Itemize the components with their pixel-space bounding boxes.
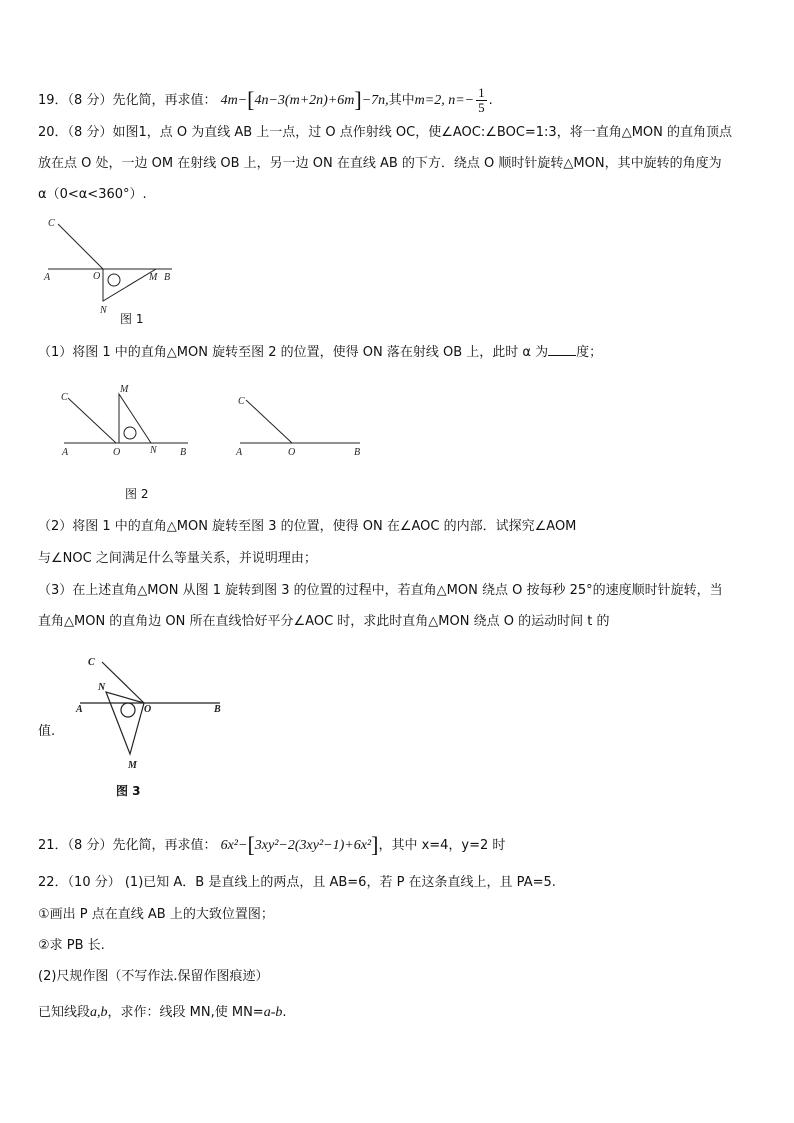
fig3-label-o: O bbox=[144, 704, 152, 715]
fig2r-label-a: A bbox=[236, 447, 243, 458]
q19-expr-c: −7n, bbox=[361, 93, 389, 108]
q20-sub3-line1: （3）在上述直角△MON 从图 1 旋转到图 3 的位置的过程中，若直角△MON 绕点 O 按每秒 25°的速度顺时针旋转，当 bbox=[38, 583, 723, 598]
q22-line5-a: 已知线段 bbox=[38, 1005, 91, 1020]
q21-bracket-left: [ bbox=[247, 832, 255, 857]
fig1-caption: 图 1 bbox=[120, 312, 144, 326]
q19-prefix: 19．（8 分）先化简，再求值： bbox=[38, 93, 217, 108]
fig2-label-a: A bbox=[62, 447, 69, 458]
fig2-caption: 图 2 bbox=[125, 487, 149, 501]
q19-bracket-right: ] bbox=[354, 87, 362, 112]
q22-line5-b: ，求作：线段 MN,使 MN= bbox=[107, 1005, 264, 1020]
q19-line bbox=[38, 86, 493, 115]
fig2-ray-oc bbox=[68, 398, 116, 443]
q21-expr-a: 6x²− bbox=[220, 838, 248, 853]
q21-cond: ，其中 x=4，y=2 时 bbox=[378, 838, 506, 853]
q19-bracket-left: [ bbox=[247, 87, 255, 112]
fig3-label-a: A bbox=[76, 704, 83, 715]
figure-3 bbox=[72, 650, 232, 772]
fig3-triangle-mon bbox=[106, 692, 144, 754]
fig2r-label-c: C bbox=[238, 396, 245, 407]
fig2r-label-b: B bbox=[354, 447, 361, 458]
q22-line5-vars: a,b bbox=[90, 1005, 108, 1020]
q19-frac-den: 5 bbox=[478, 100, 485, 115]
q19-frac-num: 1 bbox=[478, 85, 485, 100]
q21-bracket-right: ] bbox=[371, 832, 379, 857]
q20-sub2-line1: （2）将图 1 中的直角△MON 旋转至图 3 的位置，使得 ON 在∠AOC 的内部．试探究∠AOM bbox=[38, 519, 577, 534]
q20-sub1-blank bbox=[548, 343, 576, 356]
q20-line2: 放在点 O 处，一边 OM 在射线 OB 上，另一边 ON 在直线 AB 的下方．绕点 O 顺时针旋转△MON，其中旋转的角度为 bbox=[38, 156, 722, 171]
figure-2-right bbox=[232, 388, 372, 460]
fig2r-ray-oc bbox=[246, 400, 292, 443]
q20-sub3-line2: 直角△MON 的直角边 ON 所在直线恰好平分∠AOC 时，求此时直角△MON 绕点 O 的运动时间 t 的 bbox=[38, 614, 610, 629]
fig3-caption: 图 3 bbox=[116, 784, 141, 798]
fig3-label-n: N bbox=[98, 682, 106, 693]
q20-sub2-line2: 与∠NOC 之间满足什么等量关系，并说明理由； bbox=[38, 551, 317, 566]
fig2-angle-marker bbox=[124, 427, 136, 439]
q19-expr-a: 4m− bbox=[220, 93, 248, 108]
fig2-label-o: O bbox=[113, 447, 121, 458]
fig1-angle-marker bbox=[108, 274, 120, 286]
q19-cond-vals: m=2, n=− bbox=[414, 93, 475, 108]
fig3-angle-marker bbox=[121, 703, 135, 717]
q19-fraction bbox=[476, 86, 487, 115]
q19-expr-b: 4n−3(m+2n)+6m bbox=[254, 93, 355, 108]
q22-line5-expr: a-b bbox=[263, 1005, 283, 1020]
q22-item2: ②求 PB 长. bbox=[38, 938, 105, 953]
q20-sub1 bbox=[38, 343, 602, 362]
q21-expr-b: 3xy²−2(3xy²−1)+6x² bbox=[254, 838, 372, 853]
q20-sub1-end: 度； bbox=[576, 345, 603, 360]
fig1-label-c: C bbox=[48, 218, 55, 229]
q22-line5-end: . bbox=[282, 1005, 287, 1020]
fig3-label-c: C bbox=[88, 657, 95, 668]
fig1-label-n: N bbox=[100, 305, 107, 316]
fig2r-label-o: O bbox=[288, 447, 296, 458]
q22-item1: ①画出 P 点在直线 AB 上的大致位置图； bbox=[38, 907, 274, 922]
fig1-label-m: M bbox=[149, 272, 158, 283]
fig2-label-m: M bbox=[120, 384, 129, 395]
q19-cond: 其中 bbox=[388, 93, 415, 108]
q20-sub3-tail: 值. bbox=[38, 724, 56, 739]
fig2-label-c: C bbox=[61, 392, 68, 403]
q22-line5 bbox=[38, 1004, 287, 1022]
fig3-label-b: B bbox=[214, 704, 221, 715]
q22-line4: (2)尺规作图（不写作法.保留作图痕迹） bbox=[38, 969, 269, 984]
q21-line bbox=[38, 832, 506, 857]
q20-line1: 20．（8 分）如图1，点 O 为直线 AB 上一点，过 O 点作射线 OC，使∠AOC:∠BOC=1:3，将一直角△MON 的直角顶点 bbox=[38, 125, 733, 140]
q20-line3: α（0<α<360°）. bbox=[38, 187, 147, 202]
fig1-ray-oc bbox=[58, 224, 103, 269]
fig2-label-b: B bbox=[180, 447, 187, 458]
q22-line1: 22．（10 分） (1)已知 A．B 是直线上的两点，且 AB=6，若 P 在这条直线上，且 PA=5. bbox=[38, 875, 556, 890]
fig1-label-o: O bbox=[93, 271, 101, 282]
figure-2-left bbox=[56, 380, 196, 460]
q20-sub1-text: （1）将图 1 中的直角△MON 旋转至图 2 的位置，使得 ON 落在射线 OB 上，此时 α 为 bbox=[38, 345, 549, 360]
fig2-label-n: N bbox=[150, 445, 157, 456]
figure-1 bbox=[40, 212, 180, 316]
fig1-label-b: B bbox=[164, 272, 171, 283]
fig1-label-a: A bbox=[44, 272, 51, 283]
q19-end: . bbox=[488, 93, 493, 108]
fig3-label-m: M bbox=[128, 760, 137, 771]
q21-prefix: 21．（8 分）先化简，再求值： bbox=[38, 838, 217, 853]
